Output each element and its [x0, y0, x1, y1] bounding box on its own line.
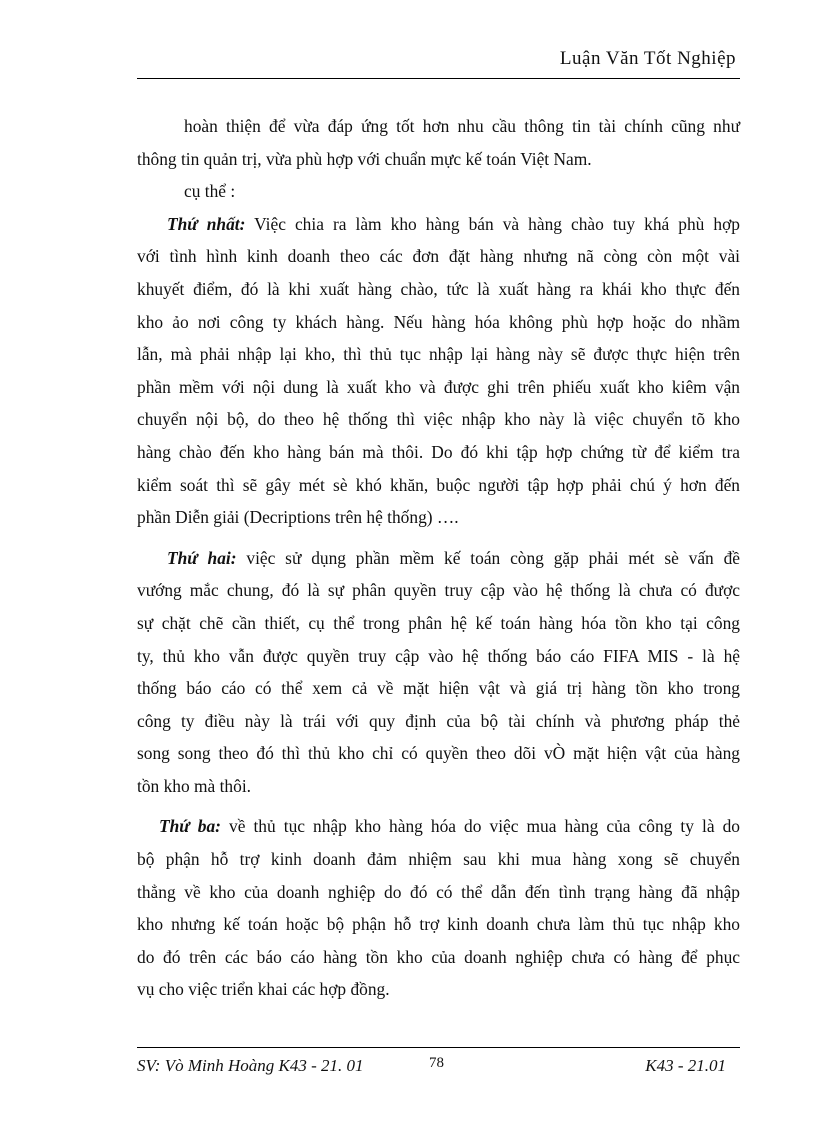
text-fragment: việc sử dụng phần mềm kế toán còng gặp phải mét sè vấn đề	[236, 547, 740, 568]
text-line: sự chặt chẽ cần thiết, cụ thể trong phân hệ kế toán hàng hóa tồn kho tại công	[137, 612, 740, 633]
text-line: chuyển nội bộ, do theo hệ thống thì việc nhập kho này là việc chuyển tõ kho	[137, 409, 740, 430]
text-line: do đó trên các báo cáo hàng tồn kho của doanh nghiệp chưa có hàng để phục	[137, 946, 740, 967]
footer-divider	[137, 1047, 740, 1048]
text-line: với tình hình kinh doanh theo các đơn đặt hàng nhưng nã còng còn một vài	[137, 246, 740, 267]
paragraph-second-point	[137, 542, 740, 803]
text-line: hoàn thiện để vừa đáp ứng tốt hơn nhu cầu thông tin tài chính cũng như	[184, 116, 740, 136]
header-divider	[137, 78, 740, 79]
text-line: hàng chào đến kho hàng bán mà thôi. Do đó khi tập hợp chứng từ để kiểm tra	[137, 441, 740, 462]
text-fragment: về thủ tục nhập kho hàng hóa do việc mua hàng của công ty là do	[220, 816, 740, 837]
paragraph-first-point	[137, 208, 740, 534]
text-line	[137, 542, 740, 575]
text-line: ty, thủ kho vẫn được quyền truy cập vào hệ thống báo cáo FIFA MIS - là hệ	[137, 645, 740, 666]
text-line: tồn kho mà thôi.	[137, 775, 251, 796]
paragraph-intro	[137, 110, 740, 175]
text-line: thông tin quản trị, vừa phù hợp với chuẩn mực kế toán Việt Nam.	[137, 148, 592, 169]
text-line: kho ảo nơi công ty khách hàng. Nếu hàng hóa không phù hợp hoặc do nhầm	[137, 311, 740, 332]
text-line: kiểm soát thì sẽ gây mét sè khó khăn, buộc người tập hợp phải chú ý hơn đến	[137, 474, 740, 495]
text-line: vướng mắc chung, đó là sự phân quyền truy cập vào hệ thống là chưa có được	[137, 580, 740, 601]
footer-class-code: K43 - 21.01	[645, 1056, 726, 1075]
text-line: vụ cho việc triển khai các hợp đồng.	[137, 979, 390, 1000]
text-fragment: Việc chia ra làm kho hàng bán và hàng chào tuy khá phù hợp	[245, 213, 740, 234]
text-line: công ty điều này là trái với quy định của bộ tài chính và phương pháp thẻ	[137, 710, 740, 731]
text-line: phần mềm với nội dung là xuất kho và được ghi trên phiếu xuất kho kiêm vận	[137, 376, 740, 397]
document-body	[137, 110, 740, 1006]
text-line: cụ thể :	[184, 181, 236, 202]
text-line: thống báo cáo có thể xem cả về mặt hiện vật và giá trị hàng tồn kho trong	[137, 678, 740, 699]
point-lead-third: Thứ ba:	[159, 816, 221, 837]
point-lead-second: Thứ hai:	[167, 547, 237, 568]
text-line: phần Diễn giải (Decriptions trên hệ thống) ….	[137, 507, 459, 528]
text-line: bộ phận hỗ trợ kinh doanh đảm nhiệm sau khi mua hàng xong sẽ chuyển	[137, 849, 740, 870]
page-number: 78	[429, 1055, 444, 1071]
text-line: thẳng về kho của doanh nghiệp do đó có thể dẫn đến tình trạng hàng đã nhập	[137, 881, 740, 902]
text-line	[137, 810, 740, 843]
text-line: song song theo đó thì thủ kho chỉ có quyền theo dõi vÒ mặt hiện vật của hàng	[137, 743, 740, 764]
text-line: khuyết điểm, đó là khi xuất hàng chào, tức là xuất hàng ra khái kho thực đến	[137, 278, 740, 299]
page-header-title: Luận Văn Tốt Nghiệp	[559, 48, 736, 69]
text-line	[137, 208, 740, 241]
paragraph-third-point	[137, 810, 740, 1006]
text-line: kho nhưng kế toán hoặc bộ phận hỗ trợ kinh doanh chưa làm thủ tục nhập kho	[137, 914, 740, 935]
paragraph-specifics	[137, 175, 740, 208]
text-line: lẫn, mà phải nhập lại kho, thì thủ tục nhập lại hàng này sẽ được thực hiện trên	[137, 344, 740, 365]
point-lead-first: Thứ nhất:	[167, 213, 246, 234]
footer-author: SV: Vò Minh Hoàng K43 - 21. 01	[137, 1056, 364, 1075]
